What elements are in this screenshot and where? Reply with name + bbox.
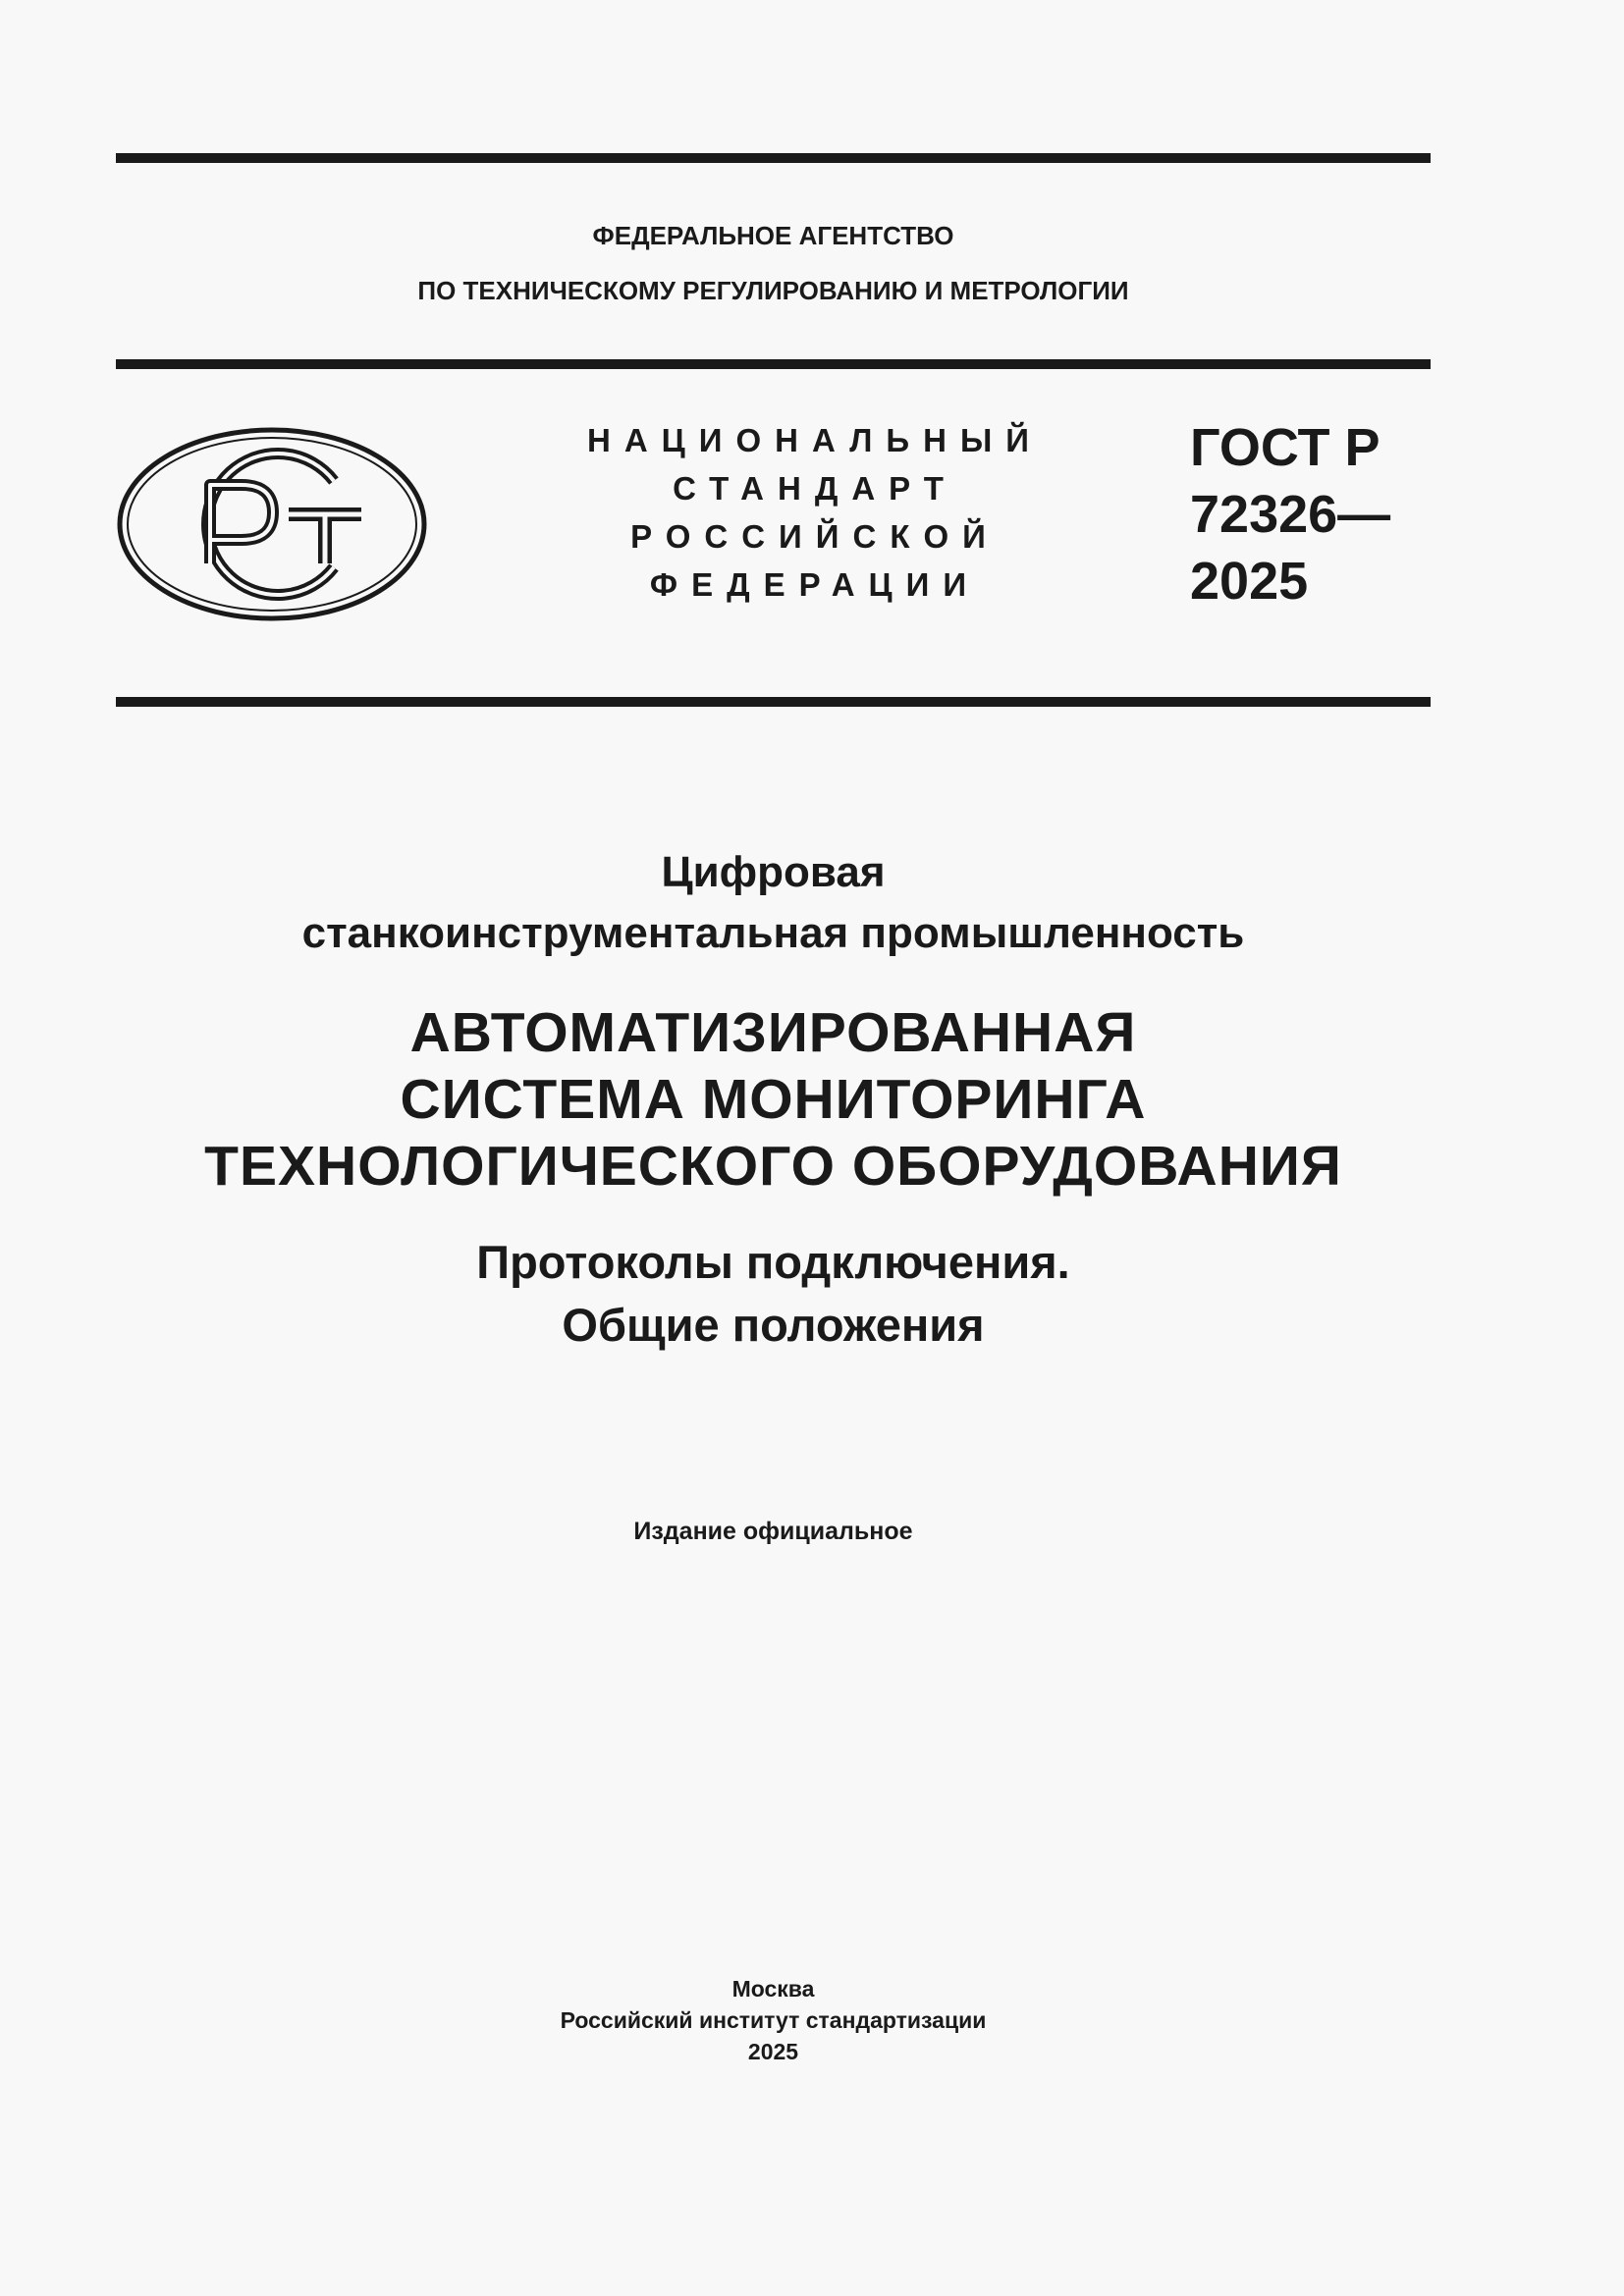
title-main <box>116 999 1431 1200</box>
agency-bottom-rule <box>116 359 1431 369</box>
title-group-line-2: станкоинструментальная промышленность <box>301 909 1245 957</box>
designation-line-3: 2025 <box>1190 552 1309 611</box>
standard-type <box>550 416 1080 609</box>
edition-label: Издание официальное <box>633 1518 913 1545</box>
gost-r-certification-mark-icon <box>116 426 428 622</box>
agency-line-1: ФЕДЕРАЛЬНОЕ АГЕНТСТВО <box>592 221 954 250</box>
agency-name <box>116 208 1431 318</box>
title-sub-line-1: Протоколы подключения. <box>476 1236 1070 1288</box>
imprint <box>116 1973 1431 2067</box>
standard-designation <box>1190 414 1390 614</box>
designation-line-2: 72326— <box>1190 485 1391 544</box>
designation-line-1: ГОСТ Р <box>1190 418 1380 477</box>
imprint-city: Москва <box>731 1976 815 2002</box>
standard-type-line-3: РОССИЙСКОЙ <box>630 518 1000 555</box>
title-sub <box>116 1231 1431 1357</box>
title-group <box>116 842 1431 964</box>
standard-type-line-1: НАЦИОНАЛЬНЫЙ <box>587 422 1043 458</box>
imprint-publisher: Российский институт стандартизации <box>560 2007 987 2033</box>
top-rule <box>116 153 1431 163</box>
title-main-line-3: ТЕХНОЛОГИЧЕСКОГО ОБОРУДОВАНИЯ <box>204 1135 1342 1198</box>
title-main-line-2: СИСТЕМА МОНИТОРИНГА <box>400 1068 1147 1131</box>
agency-line-2: ПО ТЕХНИЧЕСКОМУ РЕГУЛИРОВАНИЮ И МЕТРОЛОГИИ <box>417 276 1129 305</box>
imprint-year: 2025 <box>747 2039 799 2064</box>
title-group-line-1: Цифровая <box>661 848 886 896</box>
standard-type-line-2: СТАНДАРТ <box>673 470 957 507</box>
standard-type-line-4: ФЕДЕРАЦИИ <box>649 566 981 603</box>
title-main-line-1: АВТОМАТИЗИРОВАННАЯ <box>409 1001 1137 1064</box>
title-sub-line-2: Общие положения <box>562 1299 985 1351</box>
header-bottom-rule <box>116 697 1431 707</box>
